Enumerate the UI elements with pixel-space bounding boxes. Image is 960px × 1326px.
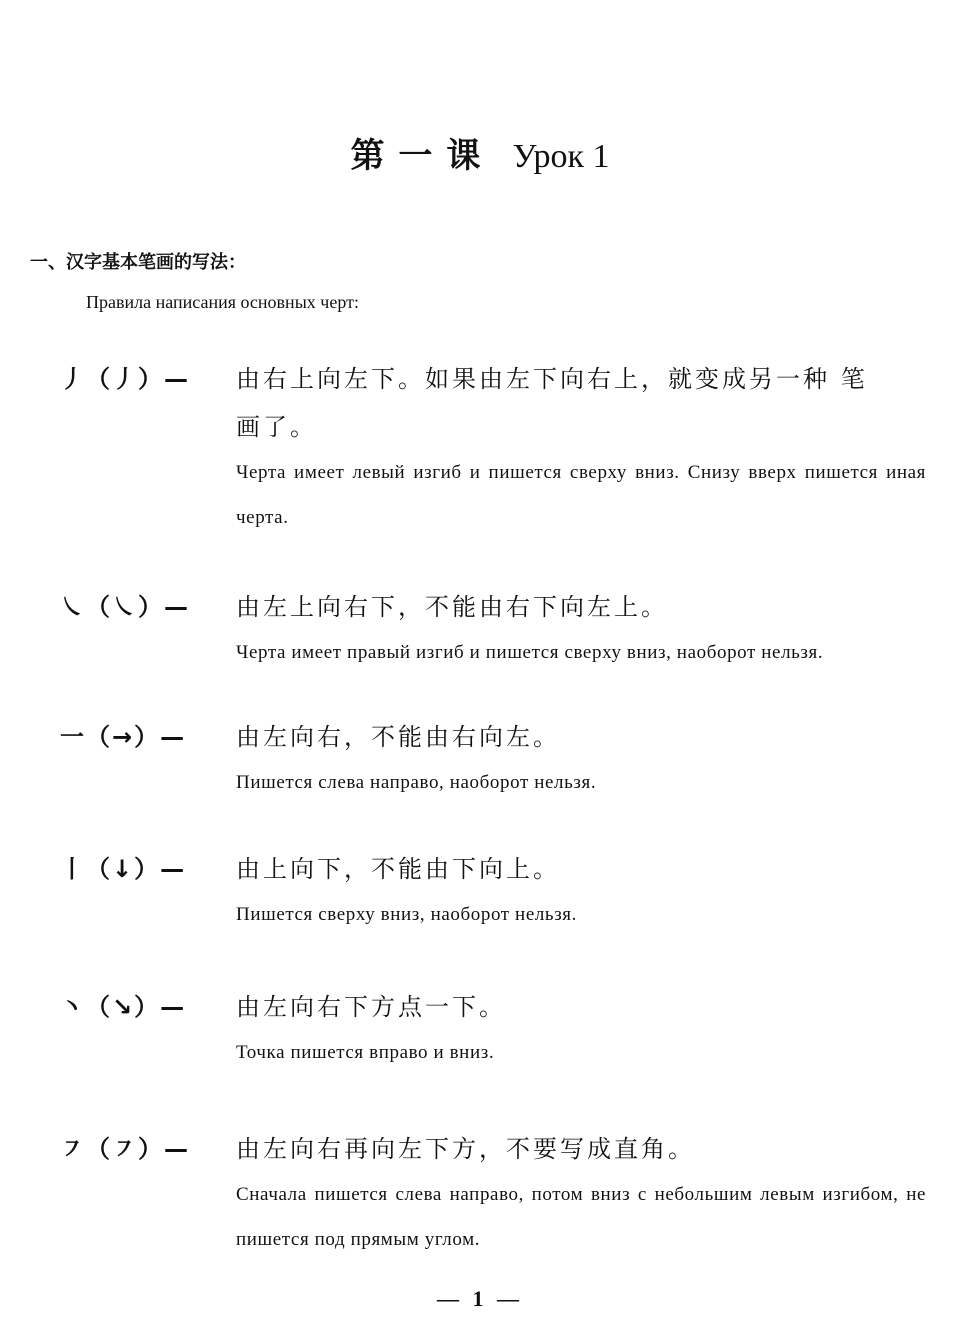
stroke-item-heng	[60, 720, 940, 805]
stroke-symbol: 丶（↘）—	[60, 993, 187, 1021]
stroke-rule-zh-continued: 画了。	[236, 413, 317, 441]
stroke-rule-ru: Точка пишется вправо и вниз.	[236, 1042, 495, 1063]
stroke-rule-ru: Пишется слева направо, наоборот нельзя.	[236, 772, 597, 793]
section-subheading: Правила написания основных черт:	[86, 292, 359, 312]
section-heading: 一、汉字基本笔画的写法：	[30, 252, 246, 273]
stroke-symbol: ㇏（㇏）—	[60, 593, 190, 621]
stroke-rule-zh: 由左向右，不能由右向左。	[236, 723, 560, 751]
stroke-rule-ru: Пишется сверху вниз, наоборот нельзя.	[236, 904, 577, 925]
stroke-symbol: ㇇（㇇）—	[60, 1135, 190, 1163]
stroke-item-pie	[60, 362, 940, 540]
stroke-symbol: 丿（丿）—	[60, 365, 190, 393]
stroke-rule-zh: 由右上向左下。如果由左下向右上，就变成另一种 笔	[236, 365, 868, 393]
stroke-symbol: 一（→）—	[60, 723, 187, 751]
lesson-title-ru: Урок 1	[512, 138, 610, 175]
stroke-item-dian	[60, 990, 940, 1075]
stroke-symbol: 丨（↓）—	[60, 855, 187, 883]
stroke-rule-zh: 由左向右再向左下方，不要写成直角。	[236, 1135, 695, 1163]
stroke-rule-ru: Сначала пишется слева направо, потом вниз с небольшим левым изгибом, не пишется под прямым углом.	[236, 1184, 926, 1250]
stroke-rule-ru: Черта имеет левый изгиб и пишется сверху вниз. Снизу вверх пишется иная черта.	[236, 462, 926, 528]
page-number: — 1 —	[437, 1286, 523, 1311]
stroke-rule-zh: 由左向右下方点一下。	[236, 993, 506, 1021]
stroke-rule-zh: 由左上向右下，不能由右下向左上。	[236, 593, 668, 621]
lesson-title-zh: 第一课	[350, 136, 495, 176]
stroke-item-na	[60, 590, 940, 675]
stroke-rule-zh: 由上向下，不能由下向上。	[236, 855, 560, 883]
lesson-title	[0, 128, 960, 177]
stroke-item-shu	[60, 852, 940, 937]
stroke-item-hengpie	[60, 1132, 940, 1262]
stroke-rule-ru: Черта имеет правый изгиб и пишется сверху вниз, наоборот нельзя.	[236, 642, 824, 663]
